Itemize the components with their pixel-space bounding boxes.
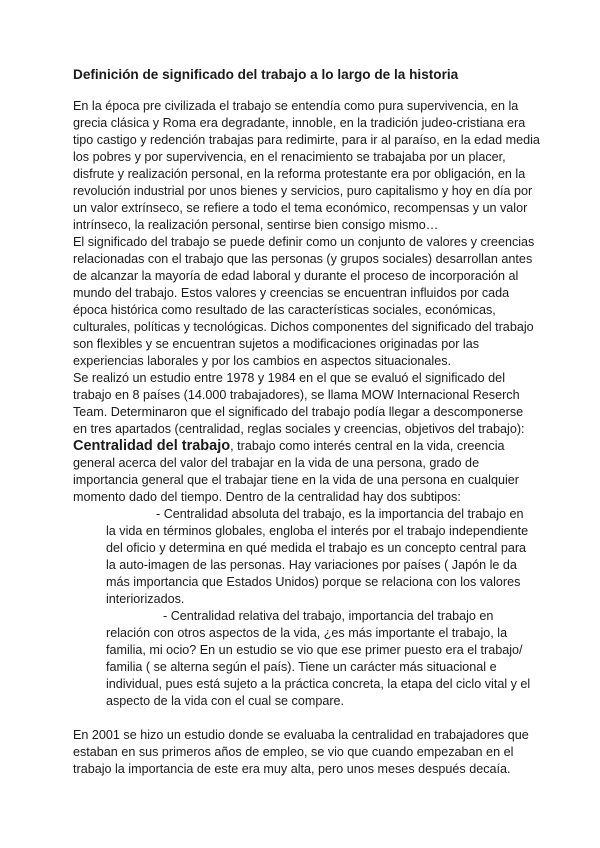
centrality-text: , trabajo como interés central en la vida, creencia general acerca del valor del trabajar en la vida de una persona, grado de importancia general que el trabajar tiene en la vida de una persona en cualquier momento dado del tiempo. Dentro de la centralidad hay dos subtipos: <box>73 439 519 504</box>
document-title: Definición de significado del trabajo a lo largo de la historia <box>73 67 459 82</box>
paragraph-definition: El significado del trabajo se puede definir como un conjunto de valores y creencias relacionadas con el trabajo que las personas (y grupos sociales) desarrollan antes de alcanzar la mayoría de edad laboral y durante el proceso de incorporación al mundo del trabajo. Estos valores y creencias se encuentran influidos por cada época histórica como resultado de las características sociales, económicas, culturales, políticas y tecnológicas. Dichos componentes del significado del trabajo son flexibles y se encuentran sujetos a modificaciones originadas por las experiencias laborales y por los cambios en aspectos situacionales. <box>73 235 535 368</box>
subtype-relative: - Centralidad relativa del trabajo, importancia del trabajo en relación con otros aspectos de la vida, ¿es más importante el trabajo, la familia, mi ocio? En un estudio se vio que ese primer puesto era el trabajo/ familia ( se alterna según el país). Tiene un carácter más situacional e individual, pues está sujeto a la práctica concreta, la etapa del ciclo vital y el aspecto de la vida con el cual se compare. <box>106 609 531 708</box>
paragraph-centrality <box>73 438 540 506</box>
paragraph-2001-study: En 2001 se hizo un estudio donde se evaluaba la centralidad en trabajadores que estaban en sus primeros años de empleo, se vio que cuando empezaban en el trabajo la importancia de este era muy alta, pero unos meses después decaía. <box>73 728 529 776</box>
spacer <box>73 710 540 727</box>
subtypes-list <box>73 506 540 710</box>
subtype-absolute: - Centralidad absoluta del trabajo, es la importancia del trabajo en la vida en términos globales, engloba el interés por el trabajo independiente del oficio y determina en qué medida el trabajo es un concepto central para la auto-imagen de las personas. Hay variaciones por países ( Japón le da más importancia que Estados Unidos) porque se relaciona con los valores interiorizados. <box>106 507 529 606</box>
paragraph-mow-study: Se realizó un estudio entre 1978 y 1984 en el que se evaluó el significado del trabajo en 8 países (14.000 trabajadores), se llama MOW Internacional Reserch Team. Determinaron que el significado del trabajo podía llegar a descomponerse en tres apartados (centralidad, reglas sociales y creencias, objetivos del trabajo): <box>73 371 525 436</box>
centrality-heading: Centralidad del trabajo <box>73 438 231 454</box>
paragraph-history: En la época pre civilizada el trabajo se entendía como pura supervivencia, en la grecia clásica y Roma era degradante, innoble, en la tradición judeo-cristiana era tipo castigo y redención trabajas para redimirte, para ir al paraíso, en la edad media los pobres y por supervivencia, en el renacimiento se trabajaba por un placer, disfrute y realización personal, en la reforma protestante era por obligación, en la revolución industrial por unos bienes y servicios, puro capitalismo y hoy en día por un valor extrínseco, se refiere a todo el tema económico, recompensas y un valor intrínseco, la realización personal, sentirse bien consigo mismo… <box>73 99 540 232</box>
